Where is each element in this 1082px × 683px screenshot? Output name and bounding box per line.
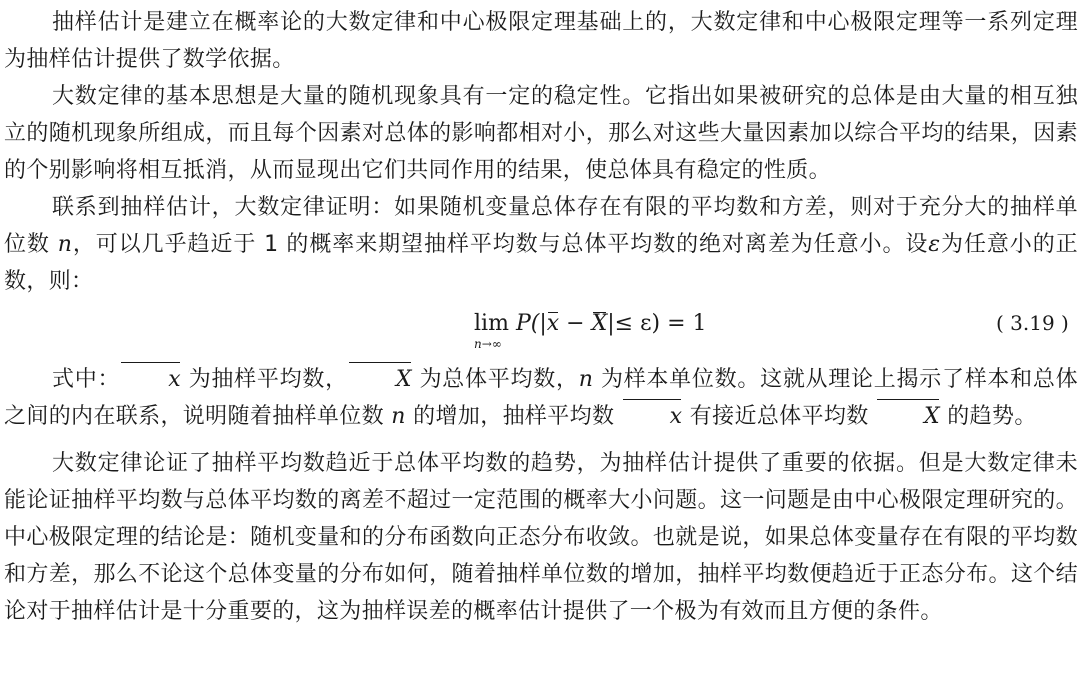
variable-n: n — [578, 367, 594, 392]
equation-block — [0, 305, 1082, 355]
population-mean-symbol: X — [876, 398, 940, 435]
equation-number: ( 3.19 ) — [996, 311, 1069, 335]
paragraph-law-of-large-numbers — [4, 78, 1078, 189]
notation-text-3: 为总体平均数， — [411, 367, 579, 392]
formula-rest: |≤ ε) = 1 — [607, 311, 707, 336]
sampling-link-text-1: 联系到抽样估计，大数定律证明：如果随机变量总体存在有限的平均数和方差，则对于充分大的抽样单位数 — [4, 195, 1078, 257]
sample-mean-symbol: x — [120, 361, 181, 398]
paragraph-notation — [4, 361, 1078, 435]
sampling-link-text-2: ，可以几乎趋近于 1 的概率来期望抽样平均数与总体平均数的绝对离差为任意小。设 — [72, 232, 929, 257]
equation-3-19 — [474, 311, 707, 351]
notation-text-7: 的趋势。 — [939, 404, 1037, 429]
sampling-link-text-3: 为任意小的正数，则： — [4, 232, 1078, 294]
lim-subscript: n→∞ — [474, 337, 502, 351]
probability-open: P(| — [515, 311, 547, 336]
population-mean-symbol: X — [591, 311, 608, 336]
variable-epsilon: ε — [928, 232, 941, 257]
paragraph-intro-text: 抽样估计是建立在概率论的大数定律和中心极限定理基础上的，大数定律和中心极限定理等一系列定理为抽样估计提供了数学依据。 — [4, 10, 1078, 72]
limit-operator — [474, 311, 509, 351]
central-limit-text: 大数定律论证了抽样平均数趋近于总体平均数的趋势，为抽样估计提供了重要的依据。但是大数定律未能论证抽样平均数与总体平均数的离差不超过一定范围的概率大小问题。这一问题是由中心极限定理研究的。中心极限定理的结论是：随机变量和的分布函数向正态分布收敛。也就是说，如果总体变量存在有限的平均数和方差，那么不论这个总体变量的分布如何，随着抽样单位数的增加，抽样平均数便趋近于正态分布。这个结论对于抽样估计是十分重要的，这为抽样误差的概率估计提供了一个极为有效而且方便的条件。 — [4, 451, 1078, 624]
paragraph-central-limit — [4, 445, 1078, 630]
notation-text-5: 的增加，抽样平均数 — [405, 404, 622, 429]
paragraph-law-text: 大数定律的基本思想是大量的随机现象具有一定的稳定性。它指出如果被研究的总体是由大量的相互独立的随机现象所组成，而且每个因素对总体的影响都相对小，那么对这些大量因素加以综合平均的结果，因素的个别影响将相互抵消，从而显现出它们共同作用的结果，使总体具有稳定的性质。 — [4, 84, 1078, 183]
notation-text-6: 有接近总体平均数 — [682, 404, 876, 429]
lim-text: lim — [474, 311, 509, 336]
notation-text-4: 为样本单位数。这就从理论上揭示了样本和总体之间的内在联系，说明随着抽样单位数 — [4, 367, 1078, 429]
population-mean-symbol: X — [348, 361, 412, 398]
paragraph-intro — [4, 4, 1078, 78]
variable-n: n — [391, 404, 406, 429]
sample-mean-symbol: x — [546, 311, 560, 336]
notation-text-2: 为抽样平均数， — [180, 367, 348, 392]
notation-text-1: 式中： — [52, 367, 121, 392]
variable-n: n — [57, 232, 73, 257]
paragraph-sampling-link — [4, 189, 1078, 300]
minus-sign: − — [559, 311, 592, 336]
sample-mean-symbol: x — [622, 398, 683, 435]
